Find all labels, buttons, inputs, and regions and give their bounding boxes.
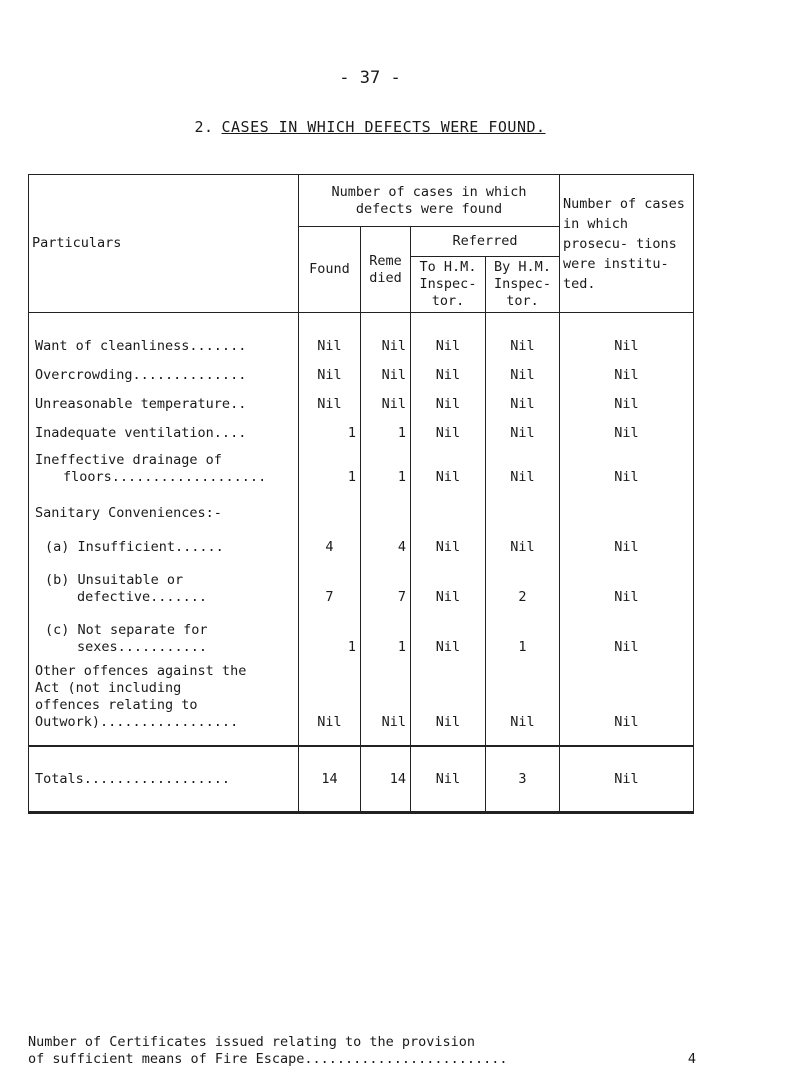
- row-particulars: [29, 660, 299, 746]
- table-row: [29, 660, 694, 746]
- row-prosecutions: Nil: [560, 446, 694, 490]
- totals-to-hm: Nil: [411, 746, 486, 813]
- row-to-hm: Nil: [411, 359, 486, 388]
- row-found: 1: [299, 446, 361, 490]
- header-prosecutions: Number of cases in which prosecu- tions were institu- ted.: [560, 175, 694, 313]
- row-prosecutions: Nil: [560, 417, 694, 446]
- row-to-hm: Nil: [411, 388, 486, 417]
- header-to-hm-inspector: To H.M. Inspec- tor.: [411, 257, 486, 313]
- header-number-found-group: Number of cases in which defects were found: [299, 175, 560, 227]
- row-prosecutions: Nil: [560, 313, 694, 359]
- row-particulars: Overcrowding..............: [29, 359, 299, 388]
- row-remedied: 1: [361, 417, 411, 446]
- row-found: 4: [299, 526, 361, 560]
- row-prosecutions: Nil: [560, 610, 694, 660]
- row-remedied: 1: [361, 446, 411, 490]
- row-prosecutions: Nil: [560, 526, 694, 560]
- row-particulars-line: Ineffective drainage of: [35, 451, 222, 468]
- row-by-hm: Nil: [486, 359, 560, 388]
- row-particulars-line: Outwork).................: [35, 713, 239, 730]
- row-particulars: (a) Insufficient......: [29, 526, 299, 560]
- row-particulars-line: Other offences against the: [35, 662, 247, 679]
- row-particulars-line: Act (not including: [35, 679, 182, 696]
- row-particulars: Sanitary Conveniences:-: [29, 490, 299, 526]
- table-row: [29, 490, 694, 526]
- row-prosecutions: Nil: [560, 359, 694, 388]
- totals-found: 14: [299, 746, 361, 813]
- row-particulars-line: (b) Unsuitable or: [45, 571, 184, 588]
- row-to-hm: Nil: [411, 313, 486, 359]
- row-particulars: [29, 560, 299, 610]
- row-by-hm: Nil: [486, 388, 560, 417]
- row-found: Nil: [299, 359, 361, 388]
- fire-escape-certificates-note: [28, 1034, 728, 1068]
- row-by-hm: Nil: [486, 526, 560, 560]
- row-particulars-line: defective.......: [77, 588, 208, 605]
- table-row: [29, 417, 694, 446]
- row-found: 1: [299, 610, 361, 660]
- row-remedied: 7: [361, 560, 411, 610]
- row-remedied: 4: [361, 526, 411, 560]
- row-found: Nil: [299, 388, 361, 417]
- row-to-hm: Nil: [411, 560, 486, 610]
- table-row: [29, 560, 694, 610]
- row-remedied: Nil: [361, 660, 411, 746]
- row-to-hm: Nil: [411, 446, 486, 490]
- row-by-hm: Nil: [486, 417, 560, 446]
- row-found: Nil: [299, 313, 361, 359]
- totals-remedied: 14: [361, 746, 411, 813]
- table-row: [29, 313, 694, 359]
- section-heading: CASES IN WHICH DEFECTS WERE FOUND.: [221, 118, 546, 136]
- row-to-hm: Nil: [411, 526, 486, 560]
- row-to-hm: Nil: [411, 610, 486, 660]
- row-particulars: [29, 446, 299, 490]
- row-by-hm: 2: [486, 560, 560, 610]
- totals-row: [29, 746, 694, 813]
- totals-by-hm: 3: [486, 746, 560, 813]
- row-prosecutions: Nil: [560, 388, 694, 417]
- footer-value: 4: [687, 1051, 696, 1067]
- row-particulars-line: floors...................: [63, 468, 267, 485]
- defects-table: [28, 174, 694, 814]
- header-particulars: Particulars: [29, 175, 299, 313]
- header-by-hm-inspector: By H.M. Inspec- tor.: [486, 257, 560, 313]
- row-particulars: Unreasonable temperature..: [29, 388, 299, 417]
- row-by-hm: Nil: [486, 313, 560, 359]
- table-row: [29, 359, 694, 388]
- page-number: - 37 -: [339, 68, 401, 88]
- totals-prosecutions: Nil: [560, 746, 694, 813]
- row-by-hm: Nil: [486, 660, 560, 746]
- row-particulars-line: (c) Not separate for: [45, 621, 208, 638]
- row-found: Nil: [299, 660, 361, 746]
- row-remedied: Nil: [361, 359, 411, 388]
- row-found: 1: [299, 417, 361, 446]
- header-remedied: Reme died: [361, 227, 411, 313]
- row-particulars: Want of cleanliness.......: [29, 313, 299, 359]
- row-particulars: Inadequate ventilation....: [29, 417, 299, 446]
- row-prosecutions: Nil: [560, 560, 694, 610]
- header-referred: Referred: [411, 227, 560, 257]
- table-row: [29, 526, 694, 560]
- row-found: 7: [299, 560, 361, 610]
- row-remedied: 1: [361, 610, 411, 660]
- footer-line-2: of sufficient means of Fire Escape.........................: [28, 1051, 508, 1067]
- row-by-hm: Nil: [486, 446, 560, 490]
- section-number: 2.: [194, 118, 214, 136]
- row-by-hm: 1: [486, 610, 560, 660]
- row-to-hm: Nil: [411, 660, 486, 746]
- row-particulars-line: offences relating to: [35, 696, 198, 713]
- row-prosecutions: Nil: [560, 660, 694, 746]
- row-remedied: Nil: [361, 388, 411, 417]
- row-to-hm: Nil: [411, 417, 486, 446]
- table-row: [29, 446, 694, 490]
- row-particulars-line: sexes...........: [77, 638, 208, 655]
- row-remedied: Nil: [361, 313, 411, 359]
- header-found: Found: [299, 227, 361, 313]
- table-row: [29, 610, 694, 660]
- table-row: [29, 388, 694, 417]
- totals-label: Totals..................: [29, 746, 299, 813]
- footer-line-1: Number of Certificates issued relating to the provision: [28, 1034, 476, 1050]
- section-title: [0, 118, 740, 136]
- row-particulars: [29, 610, 299, 660]
